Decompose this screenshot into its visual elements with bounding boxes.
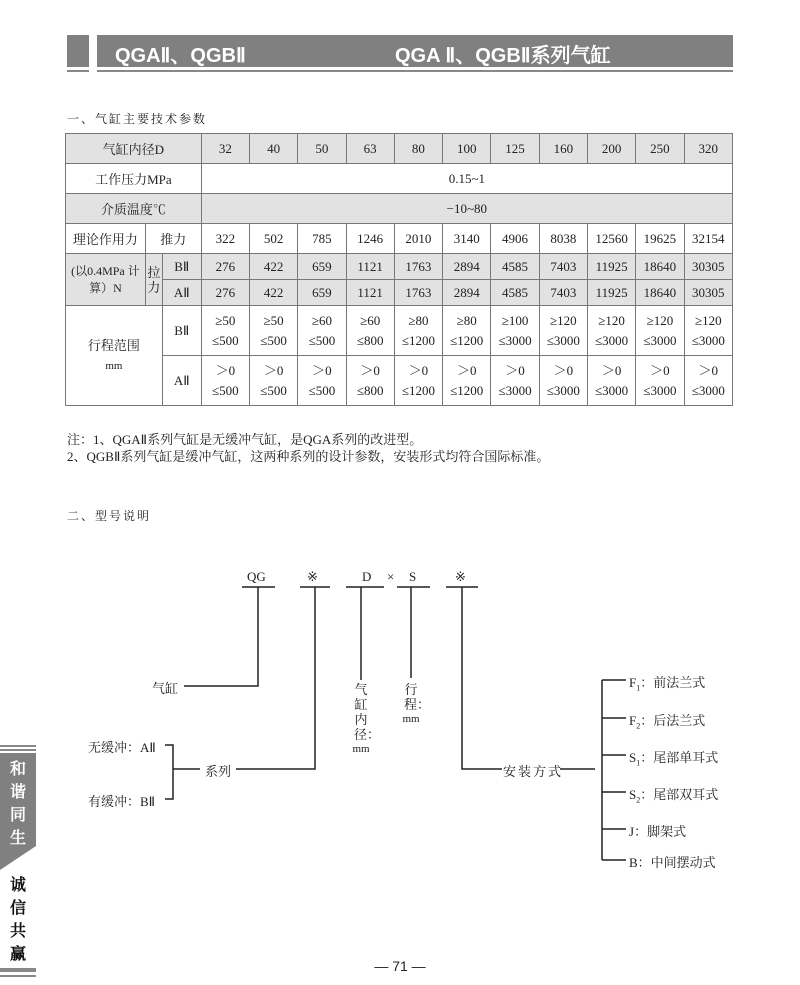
stroke-min: ＞0 [408,362,429,378]
stroke-min: ≥80 [408,312,429,328]
push-value: 32154 [684,224,732,254]
pull-a-value: 276 [201,280,249,306]
side-banner-line [0,745,36,747]
side-banner-top-text [4,757,32,849]
mount-option [629,747,718,768]
stroke-min: ＞0 [215,362,236,378]
side-char: 生 [9,828,26,847]
push-value: 502 [249,224,297,254]
mount-option [629,710,705,731]
stroke-min: ≥120 [694,312,722,328]
mount-code: J [629,824,635,839]
side-char: 赢 [9,944,26,963]
stroke-max: ≤3000 [643,382,677,398]
stroke-unit: mm [105,359,123,372]
bore-value: 160 [539,134,587,164]
pull-a-value: 30305 [684,280,732,306]
mount-sub: 1 [636,683,641,693]
mount-sub: 1 [636,758,641,768]
side-char: 同 [9,805,26,824]
stroke-min: ≥60 [311,312,332,328]
mount-desc: ：尾部双耳式 [640,787,719,802]
series-option-b: 有缓冲：BⅡ [88,794,156,809]
stroke-min: ＞0 [505,362,525,378]
stroke-min: ≥120 [646,312,674,328]
mount-desc: ：前法兰式 [640,675,706,690]
stroke-min: ≥120 [550,312,577,328]
stroke-min: ≥60 [360,312,381,328]
mount-code: F [629,713,637,728]
bore-label-text: 气缸内径： [354,682,381,742]
pressure-label: 工作压力MPa [66,164,202,194]
side-banner-tail [0,846,36,870]
stroke-max: ≤500 [212,332,239,348]
code-s: S [409,569,417,584]
stroke-max: ≤3000 [498,382,532,398]
header-left-title: QGAⅡ、QGBⅡ [115,45,246,67]
push-value: 322 [201,224,249,254]
pull-a-value: 18640 [636,280,684,306]
side-char: 谐 [9,782,26,801]
stroke-vertical-label [402,682,431,727]
stroke-max: ≤500 [260,382,287,398]
stroke-label: 行程范围 [87,337,140,353]
side-char: 信 [9,898,26,917]
pull-a-label: AⅡ [162,280,201,306]
stroke-max: ≤1200 [450,382,484,398]
bore-value: 320 [684,134,732,164]
mount-code: B [629,855,638,870]
header-right-title: QGA Ⅱ、QGBⅡ系列气缸 [395,45,611,67]
mount-sub: 2 [636,795,641,805]
mount-option [629,784,718,805]
stroke-max: ≤3000 [643,332,677,348]
push-value: 12560 [587,224,635,254]
pull-b-value: 276 [201,254,249,280]
note-2: 2、QGBⅡ系列气缸是缓冲气缸，这两种系列的设计参数，安装形式均符合国际标准。 [67,449,550,464]
side-banner-line [0,749,36,751]
temperature-value: −10~80 [201,194,732,224]
bore-unit: mm [352,743,370,755]
pull-a-value: 422 [249,280,297,306]
stroke-min: ＞0 [456,362,477,378]
bore-value: 50 [298,134,346,164]
stroke-min: ＞0 [650,362,670,378]
bore-value: 200 [587,134,635,164]
mount-option [629,821,686,840]
stroke-min: ≥50 [215,312,236,328]
side-char: 诚 [9,875,26,894]
stroke-min: ≥50 [263,312,284,328]
cylinder-label: 气缸 [152,681,179,696]
pull-b-value: 2894 [443,254,491,280]
stroke-min: ＞0 [601,362,622,378]
stroke-label-text: 行程： [404,682,431,712]
series-connector [236,587,315,769]
push-value: 19625 [636,224,684,254]
push-value: 1246 [346,224,394,254]
note-1: 注：1、QGAⅡ系列气缸是无缓冲气缸，是QGA系列的改进型。 [67,432,423,447]
code-mount-mark: ※ [455,569,466,584]
mount-desc: ：尾部单耳式 [640,750,719,765]
push-value: 8038 [539,224,587,254]
pull-a-value: 659 [298,280,346,306]
push-value: 4906 [491,224,539,254]
push-value: 785 [298,224,346,254]
bore-value: 63 [346,134,394,164]
qg-connector [184,587,258,686]
stroke-min: ＞0 [263,362,284,378]
mount-code: S [629,750,637,765]
stroke-min: ＞0 [312,362,332,378]
mount-code: S [629,787,637,802]
push-value: 2010 [394,224,442,254]
mount-desc: ：中间摆动式 [637,855,716,870]
stroke-max: ≤3000 [691,382,725,398]
mount-sub: 2 [636,721,641,731]
stroke-min: ≥80 [456,312,477,328]
pull-a-value: 7403 [539,280,587,306]
pressure-value: 0.15~1 [201,164,732,194]
stroke-max: ≤1200 [401,382,435,398]
section2-title: 二、型号说明 [67,509,152,523]
pull-b-value: 30305 [684,254,732,280]
series-option-a: 无缓冲：AⅡ [88,740,156,755]
bore-value: 32 [201,134,249,164]
pull-b-value: 659 [298,254,346,280]
stroke-max: ≤3000 [595,382,629,398]
force-label: 理论作用力 [66,224,146,254]
section1-title: 一、气缸主要技术参数 [67,112,208,126]
pull-a-value: 1763 [394,280,442,306]
stroke-min: ＞0 [698,362,719,378]
push-value: 3140 [443,224,491,254]
pull-a-value: 1121 [346,280,394,306]
stroke-max: ≤3000 [546,332,580,348]
pull-a-value: 11925 [587,280,635,306]
bore-value: 40 [249,134,297,164]
pull-b-value: 422 [249,254,297,280]
stroke-a-label: AⅡ [162,356,201,406]
pull-b-label: BⅡ [162,254,201,280]
bore-value: 80 [394,134,442,164]
pull-a-value: 4585 [491,280,539,306]
code-times: × [387,569,395,584]
stroke-b-label: BⅡ [162,306,201,356]
pull-b-value: 1763 [394,254,442,280]
code-qg: QG [247,569,266,584]
side-char: 和 [9,759,26,778]
stroke-min: ≥100 [501,312,529,328]
pull-b-value: 4585 [491,254,539,280]
mount-code: F [629,675,637,690]
stroke-max: ≤1200 [401,332,435,348]
page-number: — 71 — [374,958,426,974]
pull-b-value: 18640 [636,254,684,280]
pull-b-value: 11925 [587,254,635,280]
stroke-max: ≤3000 [546,382,580,398]
pull-label: 拉力 [145,254,162,306]
stroke-max: ≤3000 [595,332,629,348]
bore-value: 125 [491,134,539,164]
mount-label: 安装方式 [503,764,564,779]
series-bracket [165,745,173,799]
push-label: 推力 [145,224,201,254]
stroke-min: ＞0 [360,362,380,378]
side-banner-bottom-line [0,975,36,977]
stroke-max: ≤1200 [450,332,484,348]
force-sub-label: (以0.4MPa 计算）N [66,254,146,306]
code-d: D [362,569,372,584]
pull-b-value: 1121 [346,254,394,280]
stroke-unit-diagram: mm [402,713,420,725]
stroke-max: ≤500 [260,332,287,348]
stroke-min: ≥120 [598,312,625,328]
stroke-max: ≤3000 [498,332,532,348]
temperature-label: 介质温度℃ [66,194,202,224]
pull-b-value: 7403 [539,254,587,280]
stroke-max: ≤800 [356,332,384,348]
side-banner-bottom-text [4,873,32,965]
stroke-min: ＞0 [553,362,574,378]
mount-desc: ：脚架式 [634,824,687,839]
mount-desc: ：后法兰式 [640,713,706,728]
bore-value: 250 [636,134,684,164]
pull-a-value: 2894 [443,280,491,306]
side-char: 共 [9,921,26,940]
stroke-max: ≤500 [212,382,239,398]
mount-connector [462,587,502,769]
bore-vertical-label [352,682,381,757]
mount-option [629,852,716,871]
stroke-max: ≤500 [308,332,336,348]
code-series-mark: ※ [307,569,318,584]
series-label: 系列 [205,764,232,779]
mount-option [629,672,705,693]
bore-label: 气缸内径D [66,134,202,164]
stroke-max: ≤3000 [691,332,725,348]
bore-value: 100 [443,134,491,164]
stroke-max: ≤500 [308,382,336,398]
stroke-max: ≤800 [356,382,384,398]
